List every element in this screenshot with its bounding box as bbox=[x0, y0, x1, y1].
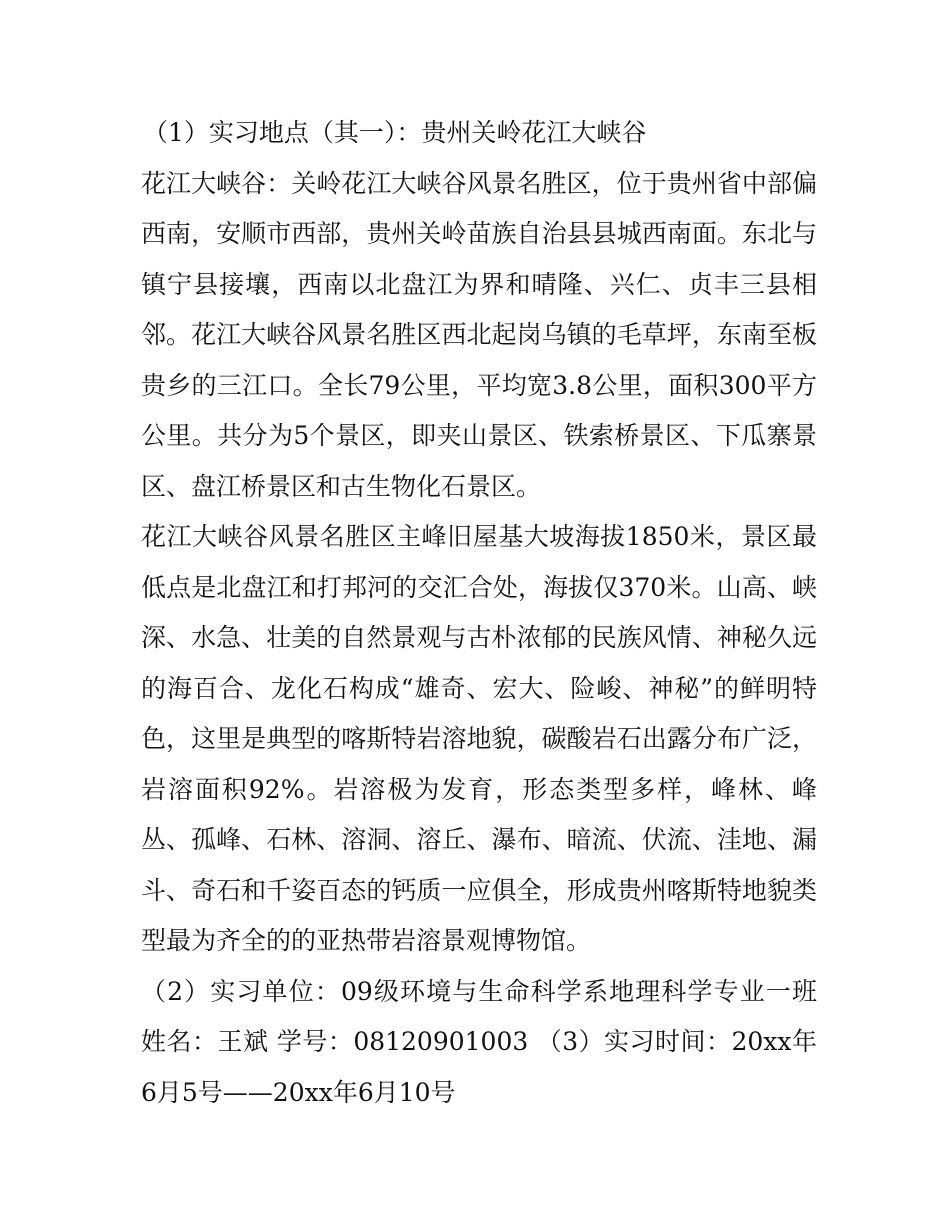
document-body bbox=[141, 108, 817, 1118]
paragraph-unit-and-time: （2）实习单位：09级环境与生命科学系地理科学专业一班 姓名：王斌 学号：08120901003 （3）实习时间：20xx年6月5号——20xx年6月10号 bbox=[141, 976, 817, 1107]
paragraph-overview: 花江大峡谷：关岭花江大峡谷风景名胜区，位于贵州省中部偏西南，安顺市西部，贵州关岭苗族自治县县城西南面。东北与镇宁县接壤，西南以北盘江为界和晴隆、兴仁、贞丰三县相邻。花江大峡谷风景名胜区西北起岗乌镇的毛草坪，东南至板贵乡的三江口。全长79公里，平均宽3.8公里，面积300平方公里。共分为5个景区，即夹山景区、铁索桥景区、下瓜寨景区、盘江桥景区和古生物化石景区。 bbox=[141, 168, 817, 501]
paragraph-landscape: 花江大峡谷风景名胜区主峰旧屋基大坡海拔1850米，景区最低点是北盘江和打邦河的交汇合处，海拔仅370米。山高、峡深、水急、壮美的自然景观与古朴浓郁的民族风情、神秘久远的海百合、龙化石构成“雄奇、宏大、险峻、神秘”的鲜明特色，这里是典型的喀斯特岩溶地貌，碳酸岩石出露分布广泛，岩溶面积92%。岩溶极为发育，形态类型多样，峰林、峰丛、孤峰、石林、溶洞、溶丘、瀑布、暗流、伏流、洼地、漏斗、奇石和千姿百态的钙质一应俱全，形成贵州喀斯特地貌类型最为齐全的的亚热带岩溶景观博物馆。 bbox=[141, 522, 817, 955]
section-heading-location: （1）实习地点（其一）：贵州关岭花江大峡谷 bbox=[143, 118, 647, 147]
